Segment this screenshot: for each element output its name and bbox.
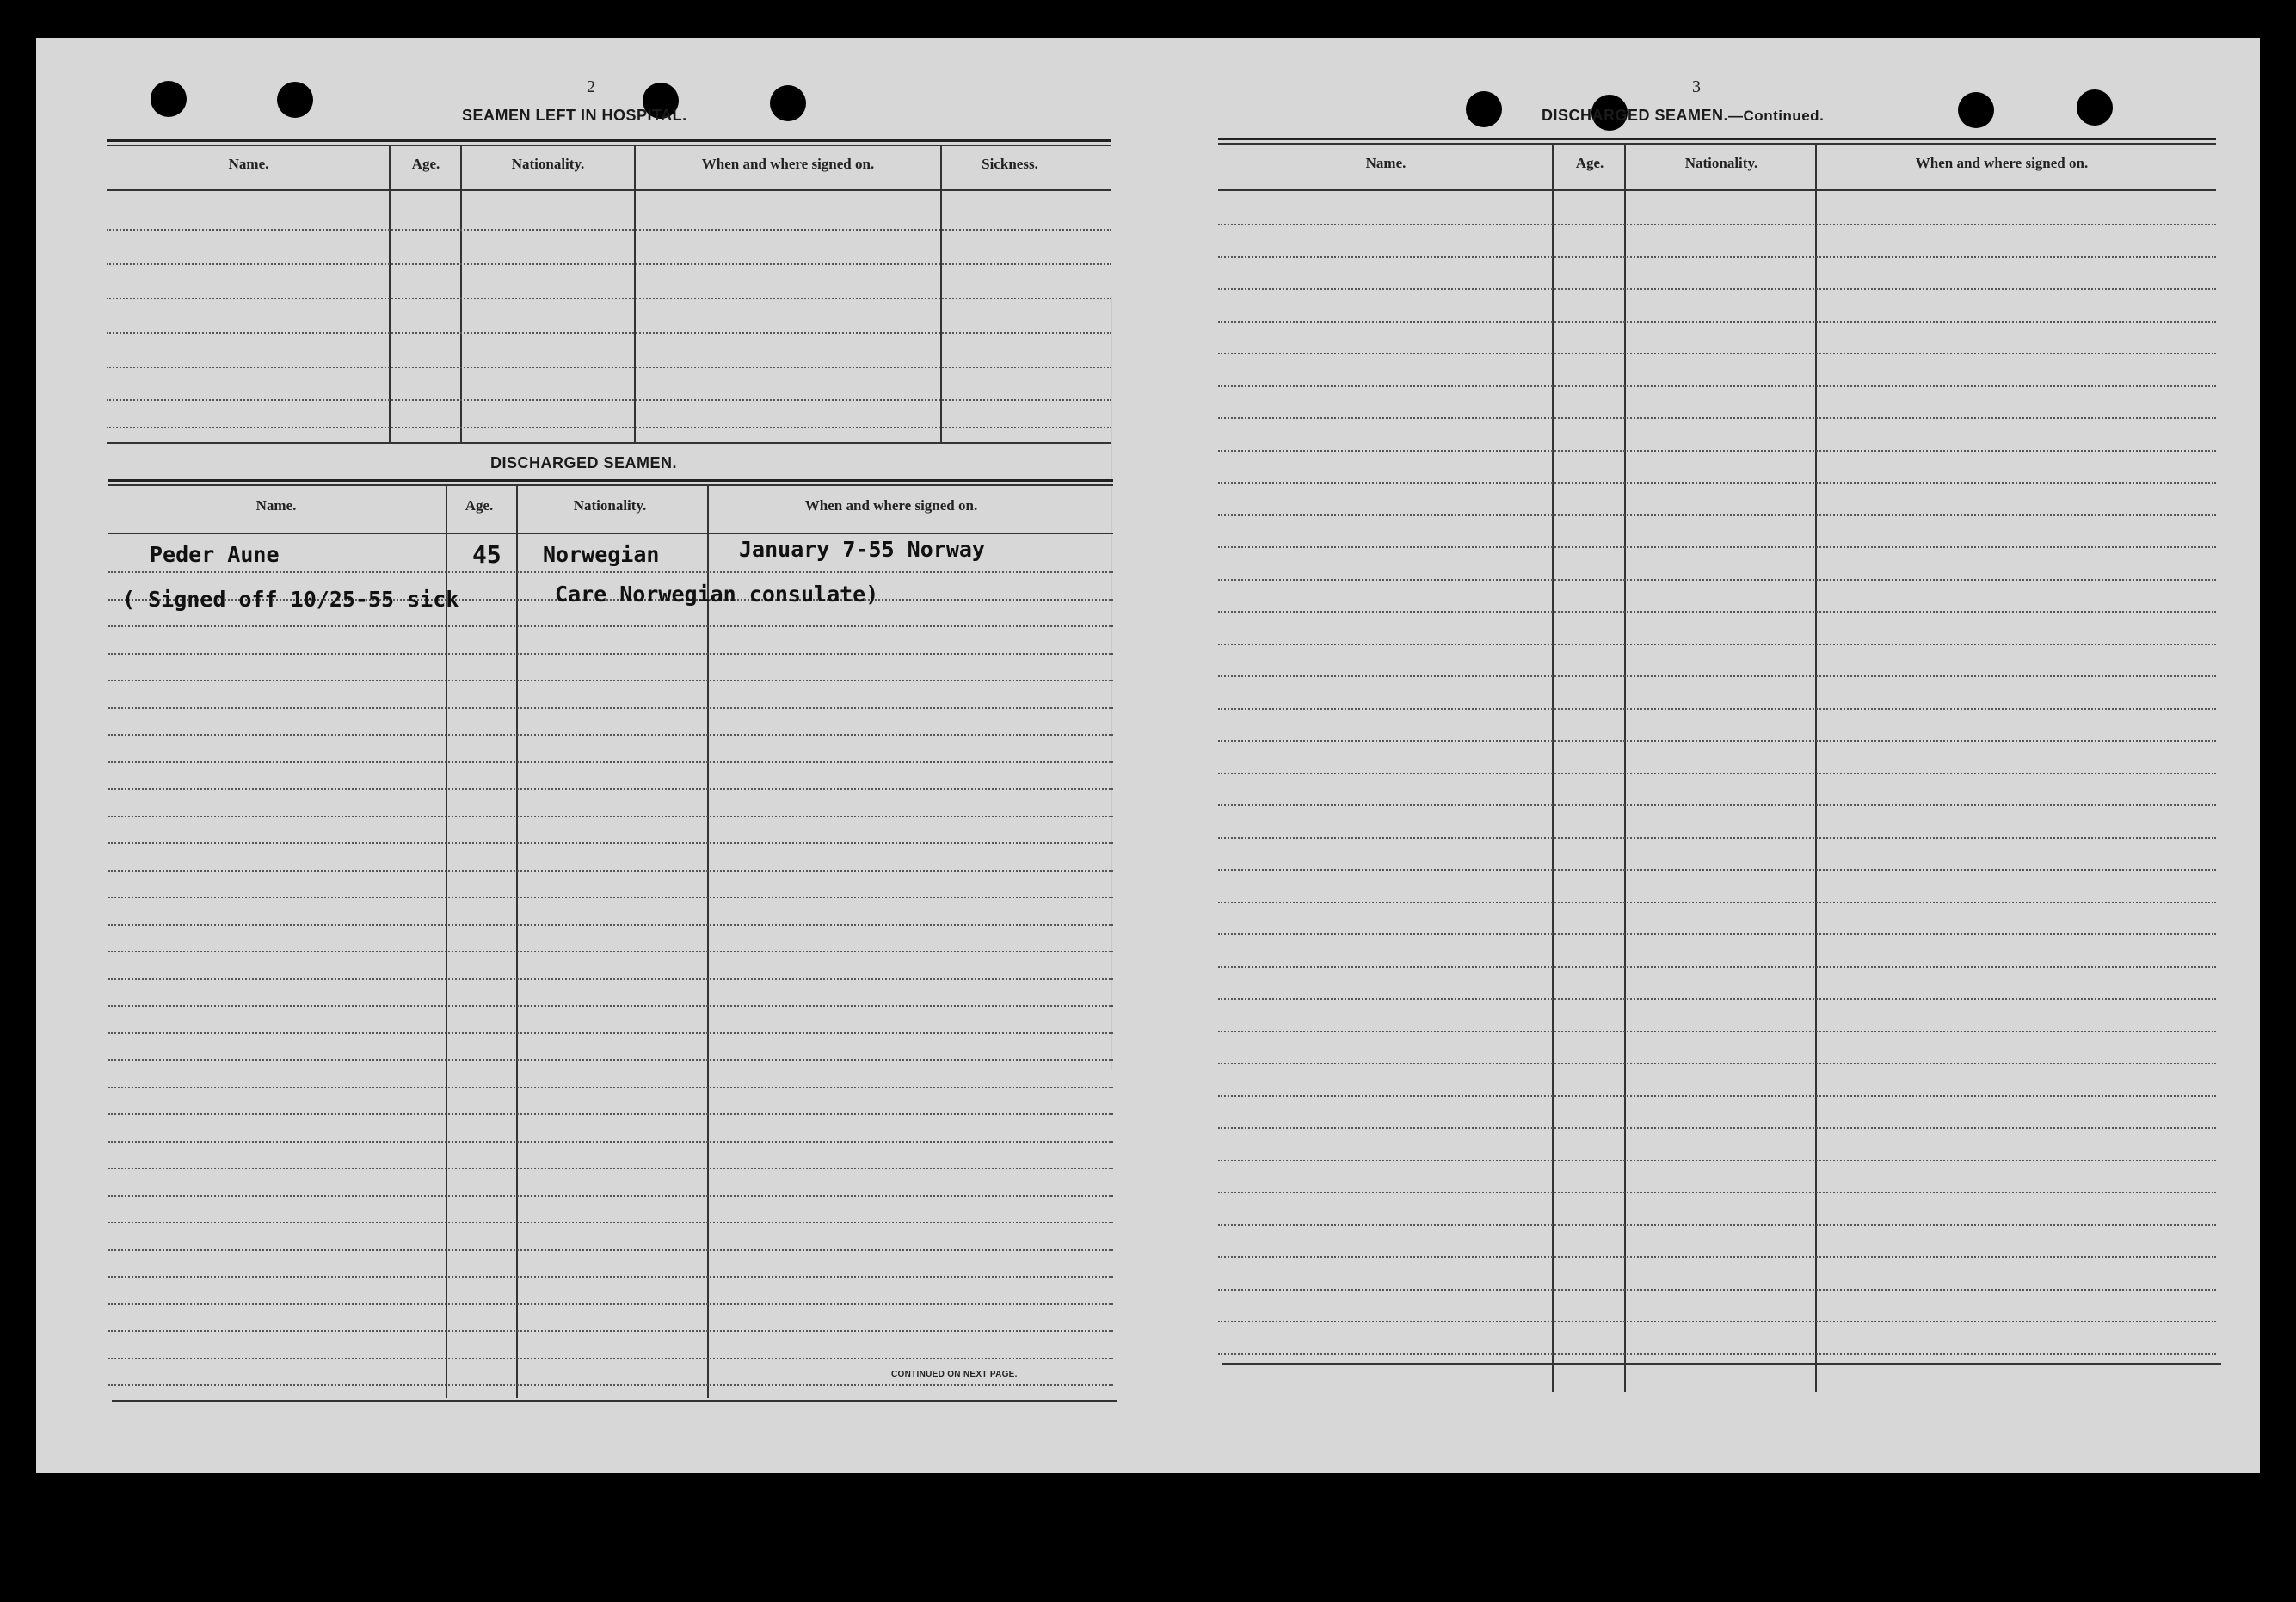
ruled-row-line bbox=[1218, 546, 2216, 548]
hospital-col-signed-on: When and where signed on. bbox=[701, 156, 875, 172]
ruled-row-line bbox=[108, 1087, 1113, 1088]
punch-hole-1 bbox=[151, 81, 187, 117]
discharged-section-title: DISCHARGED SEAMEN. bbox=[490, 454, 678, 471]
ruled-row-line bbox=[108, 1384, 1113, 1386]
ruled-row-line bbox=[108, 978, 1113, 980]
right-vline-2 bbox=[1624, 143, 1626, 1392]
ruled-row-line bbox=[108, 1059, 1113, 1061]
hospital-header-rule bbox=[107, 189, 1111, 191]
right-col-name: Name. bbox=[1365, 155, 1407, 171]
hospital-row-line bbox=[107, 367, 1111, 368]
hospital-vline-1 bbox=[389, 145, 391, 442]
ruled-row-line bbox=[108, 1358, 1113, 1359]
ruled-row-line bbox=[1218, 611, 2216, 613]
left-page-number: 2 bbox=[587, 77, 595, 96]
ruled-row-line bbox=[1218, 1256, 2216, 1258]
entry-remark-left: ( Signed off 10/25-55 sick bbox=[122, 587, 459, 612]
ruled-row-line bbox=[1218, 933, 2216, 935]
ruled-row-line bbox=[108, 707, 1113, 709]
ruled-row-line bbox=[1218, 804, 2216, 806]
ruled-row-line bbox=[1218, 385, 2216, 387]
ruled-row-line bbox=[108, 1222, 1113, 1223]
document-sheet bbox=[36, 38, 2260, 1473]
hospital-col-nationality: Nationality. bbox=[511, 156, 585, 172]
right-col-age: Age. bbox=[1575, 155, 1604, 171]
ruled-row-line bbox=[108, 1032, 1113, 1034]
continued-footer: CONTINUED ON NEXT PAGE. bbox=[891, 1370, 1018, 1379]
punch-hole-7 bbox=[1958, 92, 1994, 128]
punch-hole-5 bbox=[1466, 91, 1502, 127]
ruled-row-line bbox=[1218, 579, 2216, 581]
ruled-row-line bbox=[1218, 514, 2216, 516]
ruled-row-line bbox=[1218, 1063, 2216, 1064]
ruled-row-line bbox=[108, 653, 1113, 655]
discharged-vline-1 bbox=[446, 484, 447, 1398]
ruled-row-line bbox=[1218, 256, 2216, 258]
ruled-row-line bbox=[1218, 1127, 2216, 1129]
hospital-vline-3 bbox=[634, 145, 636, 442]
hospital-col-name: Name. bbox=[228, 156, 269, 172]
ruled-row-line bbox=[1218, 869, 2216, 871]
ruled-row-line bbox=[1218, 998, 2216, 1000]
ruled-row-line bbox=[1218, 740, 2216, 742]
hospital-row-line bbox=[107, 427, 1111, 428]
ruled-row-line bbox=[1218, 1224, 2216, 1226]
ruled-row-line bbox=[1218, 644, 2216, 645]
discharged-col-signed-on: When and where signed on. bbox=[804, 497, 978, 514]
ruled-row-line bbox=[1218, 902, 2216, 903]
ruled-row-line bbox=[1218, 450, 2216, 452]
ruled-row-line bbox=[1218, 1321, 2216, 1322]
discharged-col-nationality: Nationality. bbox=[573, 497, 647, 514]
ruled-row-line bbox=[108, 897, 1113, 898]
discharged-vline-3 bbox=[707, 484, 709, 1398]
entry-remark-right: Care Norwegian consulate) bbox=[555, 582, 879, 607]
ruled-row-line bbox=[108, 625, 1113, 627]
hospital-row-line bbox=[107, 332, 1111, 334]
ruled-row-line bbox=[1218, 321, 2216, 323]
ruled-row-line bbox=[108, 842, 1113, 844]
ruled-row-line bbox=[1218, 353, 2216, 354]
hospital-row-line bbox=[107, 298, 1111, 299]
right-page-number: 3 bbox=[1692, 77, 1701, 96]
right-col-nationality: Nationality. bbox=[1684, 155, 1758, 171]
right-title-suffix: —Continued. bbox=[1728, 108, 1825, 124]
discharged-vline-2 bbox=[516, 484, 518, 1398]
discharged-bottom-rule bbox=[112, 1400, 1117, 1402]
hospital-section-title: SEAMEN LEFT IN HOSPITAL. bbox=[462, 107, 687, 124]
hospital-vline-4 bbox=[940, 145, 942, 442]
right-vline-3 bbox=[1815, 143, 1817, 1392]
discharged-top-rule bbox=[108, 479, 1113, 482]
entry-name: Peder Aune bbox=[150, 542, 280, 567]
ruled-row-line bbox=[108, 788, 1113, 790]
ruled-row-line bbox=[1218, 482, 2216, 484]
ruled-row-line bbox=[108, 571, 1113, 573]
ruled-row-line bbox=[1218, 675, 2216, 677]
hospital-row-line bbox=[107, 229, 1111, 231]
ruled-row-line bbox=[108, 1113, 1113, 1115]
ruled-row-line bbox=[1218, 773, 2216, 774]
right-header-rule bbox=[1218, 189, 2216, 191]
ruled-row-line bbox=[108, 924, 1113, 926]
ruled-row-line bbox=[108, 761, 1113, 763]
ruled-row-line bbox=[1218, 1095, 2216, 1097]
entry-nationality: Norwegian bbox=[543, 542, 660, 567]
punch-hole-8 bbox=[2077, 89, 2113, 126]
right-section-title bbox=[1542, 107, 1824, 125]
hospital-vline-2 bbox=[460, 145, 462, 442]
ruled-row-line bbox=[1218, 1192, 2216, 1193]
ruled-row-line bbox=[1218, 288, 2216, 290]
ruled-row-line bbox=[108, 1276, 1113, 1278]
hospital-col-sickness: Sickness. bbox=[982, 156, 1038, 172]
ruled-row-line bbox=[108, 1168, 1113, 1169]
punch-hole-4 bbox=[770, 85, 806, 121]
discharged-col-age: Age. bbox=[465, 497, 494, 514]
discharged-col-name: Name. bbox=[255, 497, 297, 514]
right-title-main: DISCHARGED SEAMEN. bbox=[1542, 107, 1729, 124]
ruled-row-line bbox=[1218, 417, 2216, 419]
right-col-signed-on: When and where signed on. bbox=[1915, 155, 2089, 171]
hospital-col-age: Age. bbox=[411, 156, 440, 172]
ruled-row-line bbox=[108, 1303, 1113, 1305]
ruled-row-line bbox=[108, 734, 1113, 736]
hospital-row-line bbox=[107, 263, 1111, 265]
hospital-top-rule bbox=[107, 139, 1111, 142]
entry-age: 45 bbox=[472, 540, 502, 569]
ruled-row-line bbox=[108, 1249, 1113, 1251]
ruled-row-line bbox=[1218, 1031, 2216, 1032]
ruled-row-line bbox=[108, 1195, 1113, 1197]
ruled-row-line bbox=[1218, 966, 2216, 968]
right-vline-1 bbox=[1552, 143, 1554, 1392]
ruled-row-line bbox=[1218, 837, 2216, 839]
ruled-row-line bbox=[1218, 708, 2216, 710]
discharged-top-rule-2 bbox=[108, 484, 1113, 486]
ruled-row-line bbox=[108, 680, 1113, 681]
hospital-top-rule-2 bbox=[107, 145, 1111, 146]
ruled-row-line bbox=[1218, 224, 2216, 225]
discharged-header-rule bbox=[108, 533, 1113, 534]
ruled-row-line bbox=[108, 816, 1113, 817]
ruled-row-line bbox=[108, 870, 1113, 872]
punch-hole-2 bbox=[277, 82, 313, 118]
hospital-bottom-rule bbox=[107, 442, 1111, 444]
entry-signed-on: January 7-55 Norway bbox=[739, 537, 985, 562]
ruled-row-line bbox=[108, 1330, 1113, 1332]
ruled-row-line bbox=[108, 1005, 1113, 1007]
right-top-rule bbox=[1218, 138, 2216, 140]
right-bottom-rule bbox=[1222, 1363, 2221, 1365]
ruled-row-line bbox=[1218, 1160, 2216, 1161]
ruled-row-line bbox=[1218, 1289, 2216, 1291]
ruled-row-line bbox=[108, 1141, 1113, 1143]
right-top-rule-2 bbox=[1218, 143, 2216, 145]
ruled-row-line bbox=[1218, 1353, 2216, 1355]
page-fold bbox=[1111, 296, 1130, 1070]
hospital-row-line bbox=[107, 399, 1111, 401]
ruled-row-line bbox=[108, 951, 1113, 952]
